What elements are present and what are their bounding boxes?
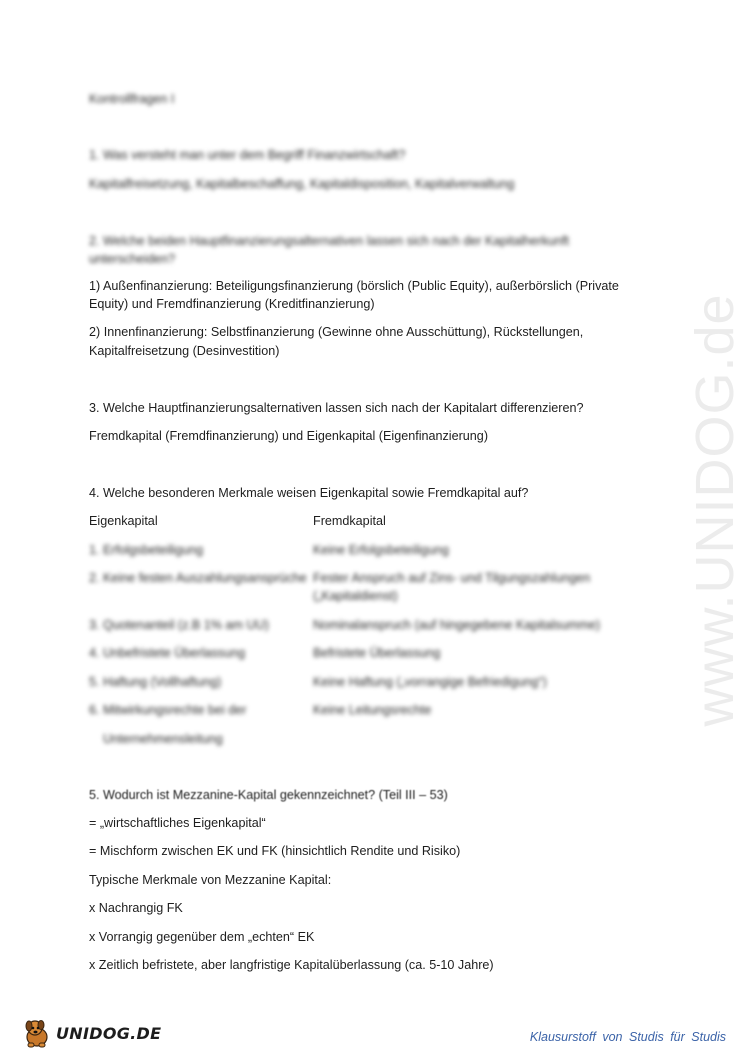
q4-row-right: Keine Leitungsrechte (313, 703, 432, 717)
q4-row-right: („Kapitaldienst) (313, 589, 398, 603)
q5-line3: Typische Merkmale von Mezzanine Kapital: (89, 873, 332, 887)
q1-question: 1. Was versteht man unter dem Begriff Finanzwirtschaft? (89, 148, 406, 162)
q2-answer1-line2: Equity) und Fremdfinanzierung (Kreditfinanzierung) (89, 297, 375, 311)
footer-logo[interactable] (22, 1016, 161, 1050)
q4-row-right: Keine Erfolgsbeteiligung (313, 543, 449, 557)
q1-answer: Kapitalfreisetzung, Kapitalbeschaffung, Kapitaldisposition, Kapitalverwaltung (89, 177, 515, 191)
q4-row-right: Nominalanspruch (auf hingegebene Kapitalsumme) (313, 618, 601, 632)
q5-bullet: x Nachrangig FK (89, 901, 183, 915)
q5-bullet: x Vorrangig gegenüber dem „echten“ EK (89, 930, 315, 944)
q4-row-left: 2. Keine festen Auszahlungsansprüche (89, 571, 307, 585)
q4-row-left: 4. Unbefristete Überlassung (89, 646, 246, 660)
q4-row-right: Keine Haftung („vorrangige Befriedigung“) (313, 675, 547, 689)
q4-row-left: 1. Erfolgsbeteiligung (89, 543, 204, 557)
q2-answer1-line1: 1) Außenfinanzierung: Beteiligungsfinanzierung (börslich (Public Equity), außerbörslich (Private (89, 279, 619, 293)
q5-question: 5. Wodurch ist Mezzanine-Kapital gekennzeichnet? (Teil III – 53) (89, 788, 448, 802)
footer-tagline: Klausurstoff von Studis für Studis (529, 1030, 726, 1044)
logo-text: UNIDOG.DE (56, 1023, 162, 1043)
q2-answer2-line1: 2) Innenfinanzierung: Selbstfinanzierung (Gewinne ohne Ausschüttung), Rückstellungen, (89, 325, 584, 339)
q2-question-line2: unterscheiden? (89, 252, 176, 266)
q4-row-right: Fester Anspruch auf Zins- und Tilgungszahlungen (313, 571, 591, 585)
q5-line1: = „wirtschaftliches Eigenkapital“ (89, 816, 266, 830)
q4-question: 4. Welche besonderen Merkmale weisen Eigenkapital sowie Fremdkapital auf? (89, 486, 529, 500)
q4-row-left: 5. Haftung (Vollhaftung) (89, 675, 222, 689)
q4-row-left: 3. Quotenanteil (z.B 1% am UU) (89, 618, 269, 632)
q5-bullet: x Zeitlich befristete, aber langfristige Kapitalüberlassung (ca. 5-10 Jahre) (89, 958, 494, 972)
document-heading: Kontrollfragen I (89, 92, 175, 106)
q4-row-left: 6. Mitwirkungsrechte bei der (89, 703, 247, 717)
q3-answer: Fremdkapital (Fremdfinanzierung) und Eigenkapital (Eigenfinanzierung) (89, 429, 489, 443)
q2-question-line1: 2. Welche beiden Hauptfinanzierungsalternativen lassen sich nach der Kapitalherkunft (89, 234, 570, 248)
q2-answer2-line2: Kapitalfreisetzung (Desinvestition) (89, 344, 280, 358)
q4-col-right-header: Fremdkapital (313, 514, 386, 528)
watermark-text: www.UNIDOG.de (685, 293, 745, 727)
q3-question: 3. Welche Hauptfinanzierungsalternativen lassen sich nach der Kapitalart differenzieren? (89, 401, 584, 415)
q4-row-left: Unternehmensleitung (103, 732, 223, 746)
q5-line2: = Mischform zwischen EK und FK (hinsichtlich Rendite und Risiko) (89, 844, 461, 858)
dog-icon (22, 1017, 52, 1049)
q4-row-right: Befristete Überlassung (313, 646, 441, 660)
q4-col-left-header: Eigenkapital (89, 514, 158, 528)
watermark (655, 290, 750, 730)
